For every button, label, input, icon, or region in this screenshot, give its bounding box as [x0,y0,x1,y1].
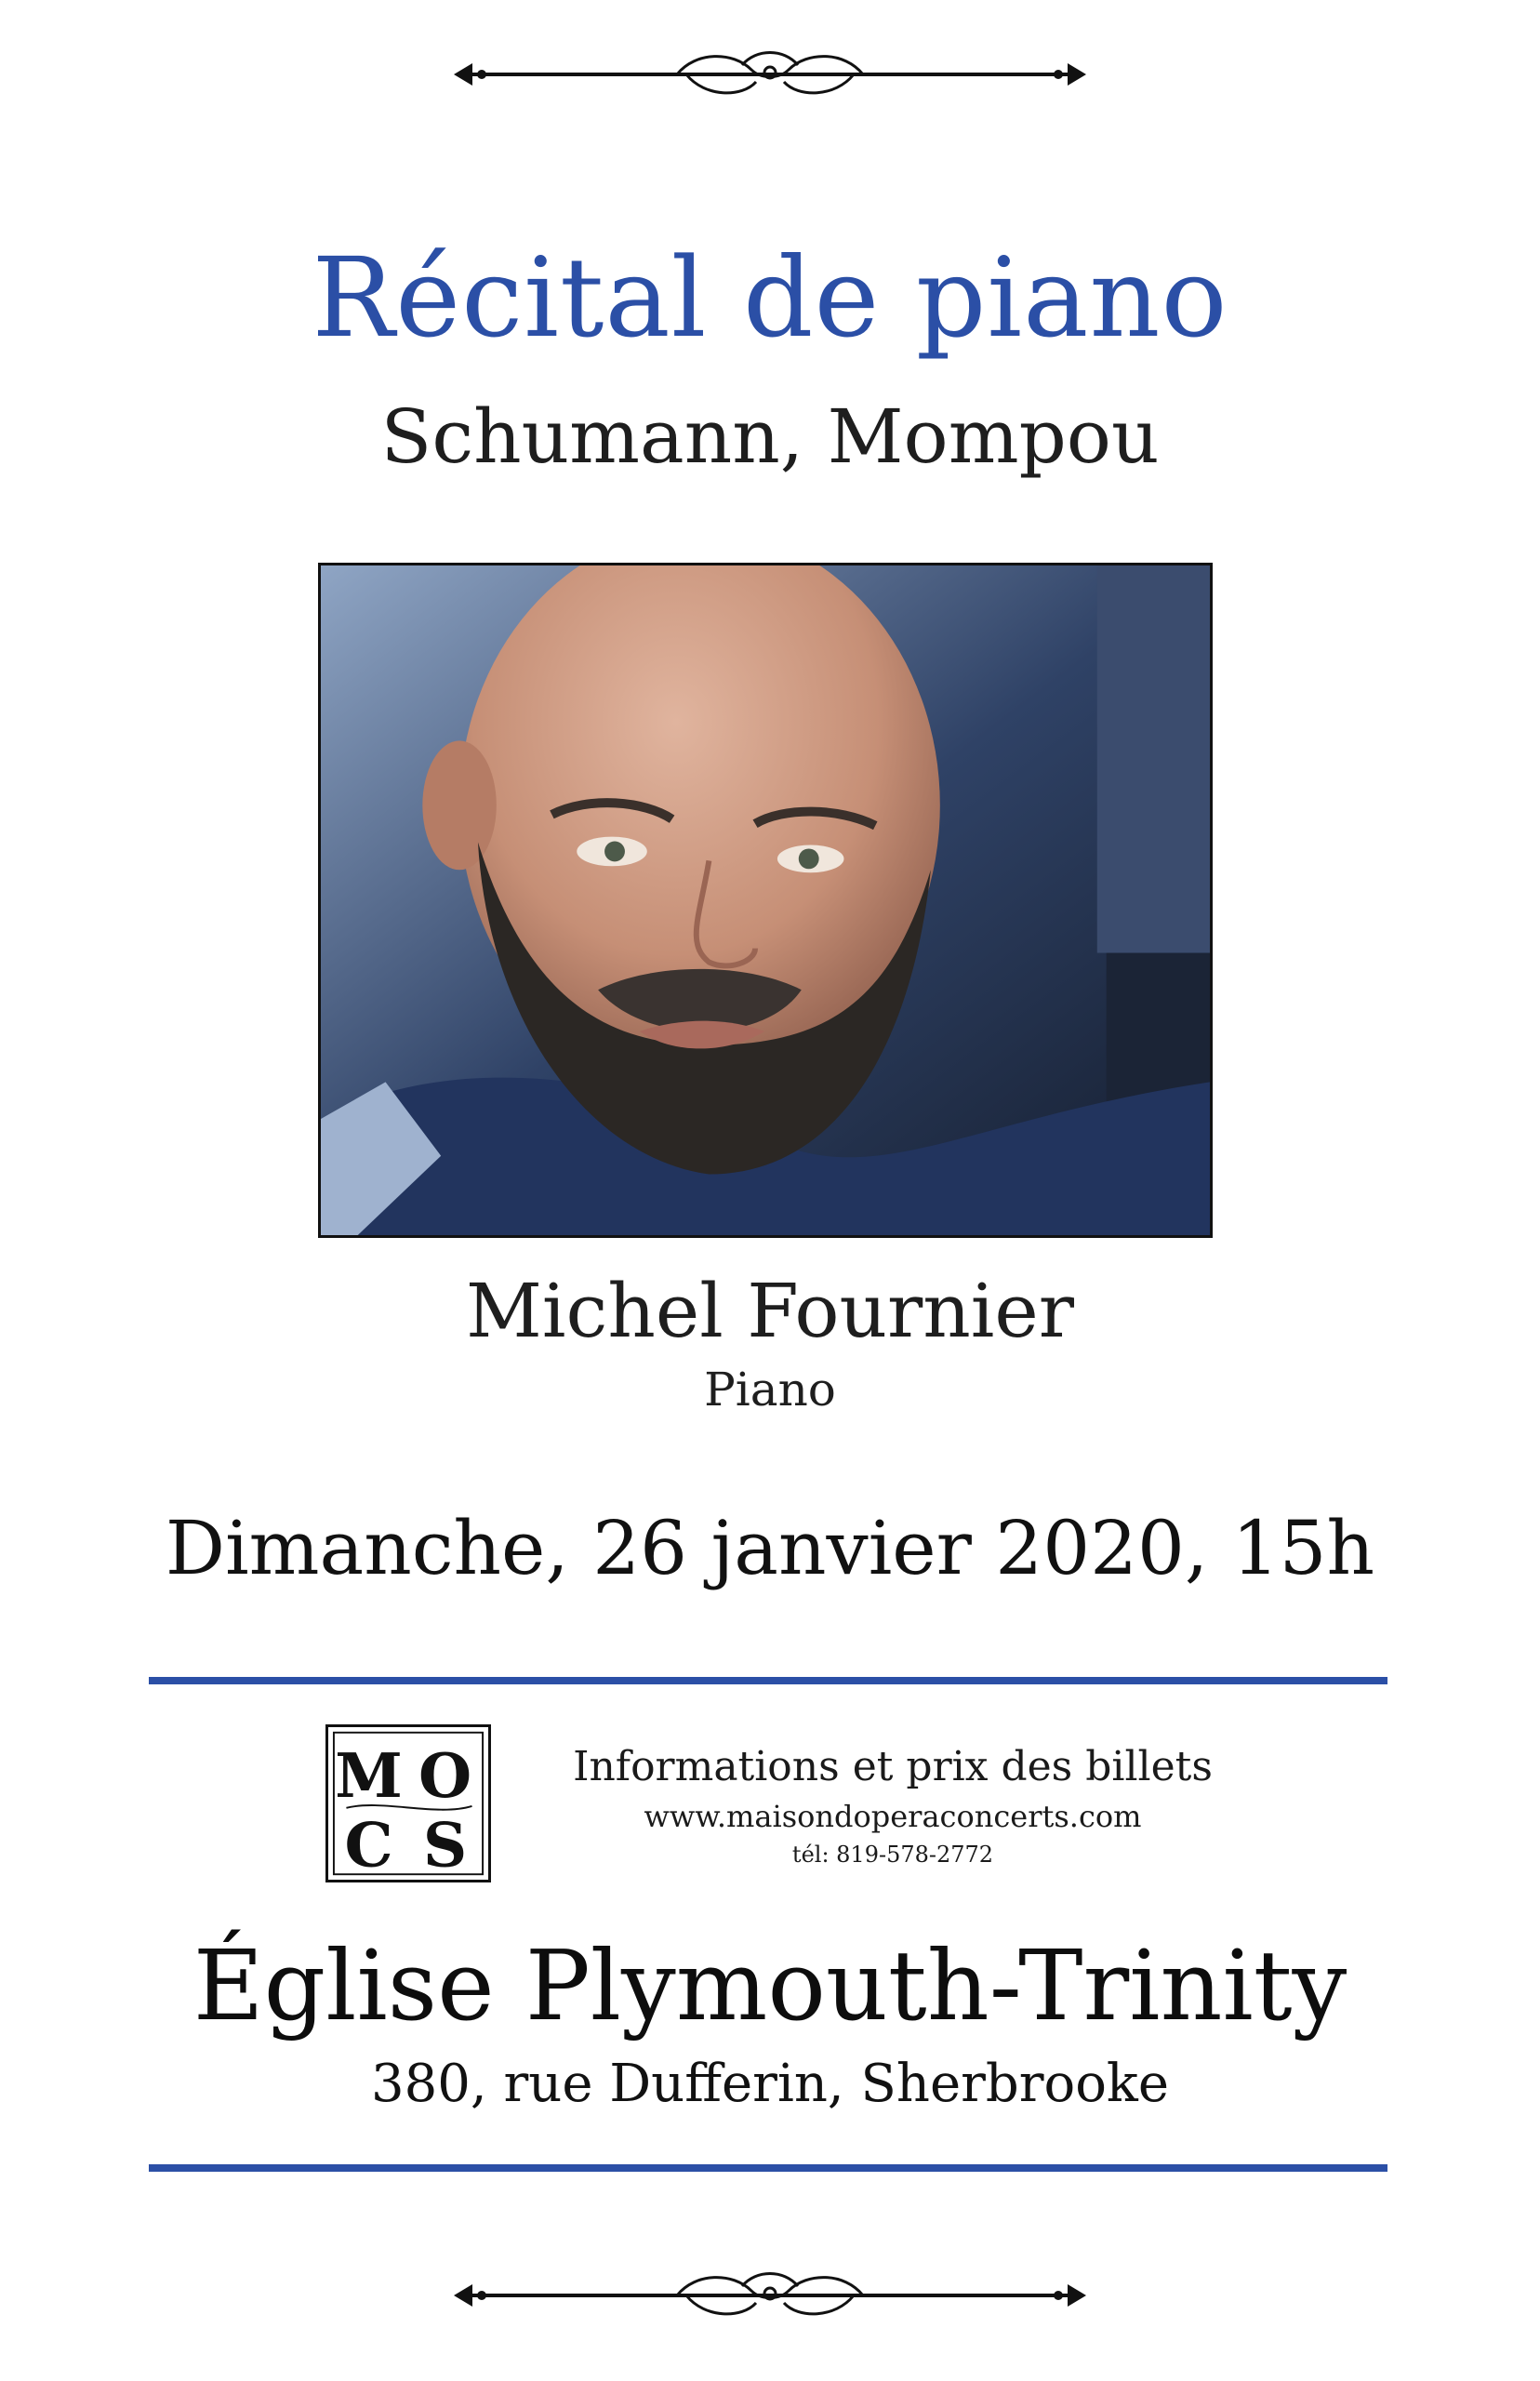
bottom-ornament-icon [445,2268,1095,2323]
top-divider [149,1677,1387,1684]
info-heading: Informations et prix des billets [573,1743,1213,1790]
top-ornament-icon [445,47,1095,102]
bottom-divider [149,2164,1387,2172]
performer-instrument: Piano [704,1363,836,1417]
svg-text:S: S [422,1809,468,1880]
venue-address: 380, rue Dufferin, Sherbrooke [371,2054,1169,2114]
concert-date-time: Dimanche, 26 janvier 2020, 15h [165,1505,1375,1591]
performer-photo [318,563,1213,1238]
svg-text:O: O [418,1740,472,1813]
phone-number: tél: 819-578-2772 [791,1842,994,1868]
performer-name: Michel Fournier [466,1268,1074,1354]
svg-text:C: C [344,1809,393,1880]
svg-text:M: M [335,1740,403,1813]
website-link[interactable]: www.maisondoperaconcerts.com [644,1799,1142,1834]
concert-title: Récital de piano [312,233,1228,362]
venue-name: Église Plymouth-Trinity [192,1929,1348,2042]
composers-subtitle: Schumann, Mompou [380,393,1160,480]
mocs-logo [325,1724,491,1882]
